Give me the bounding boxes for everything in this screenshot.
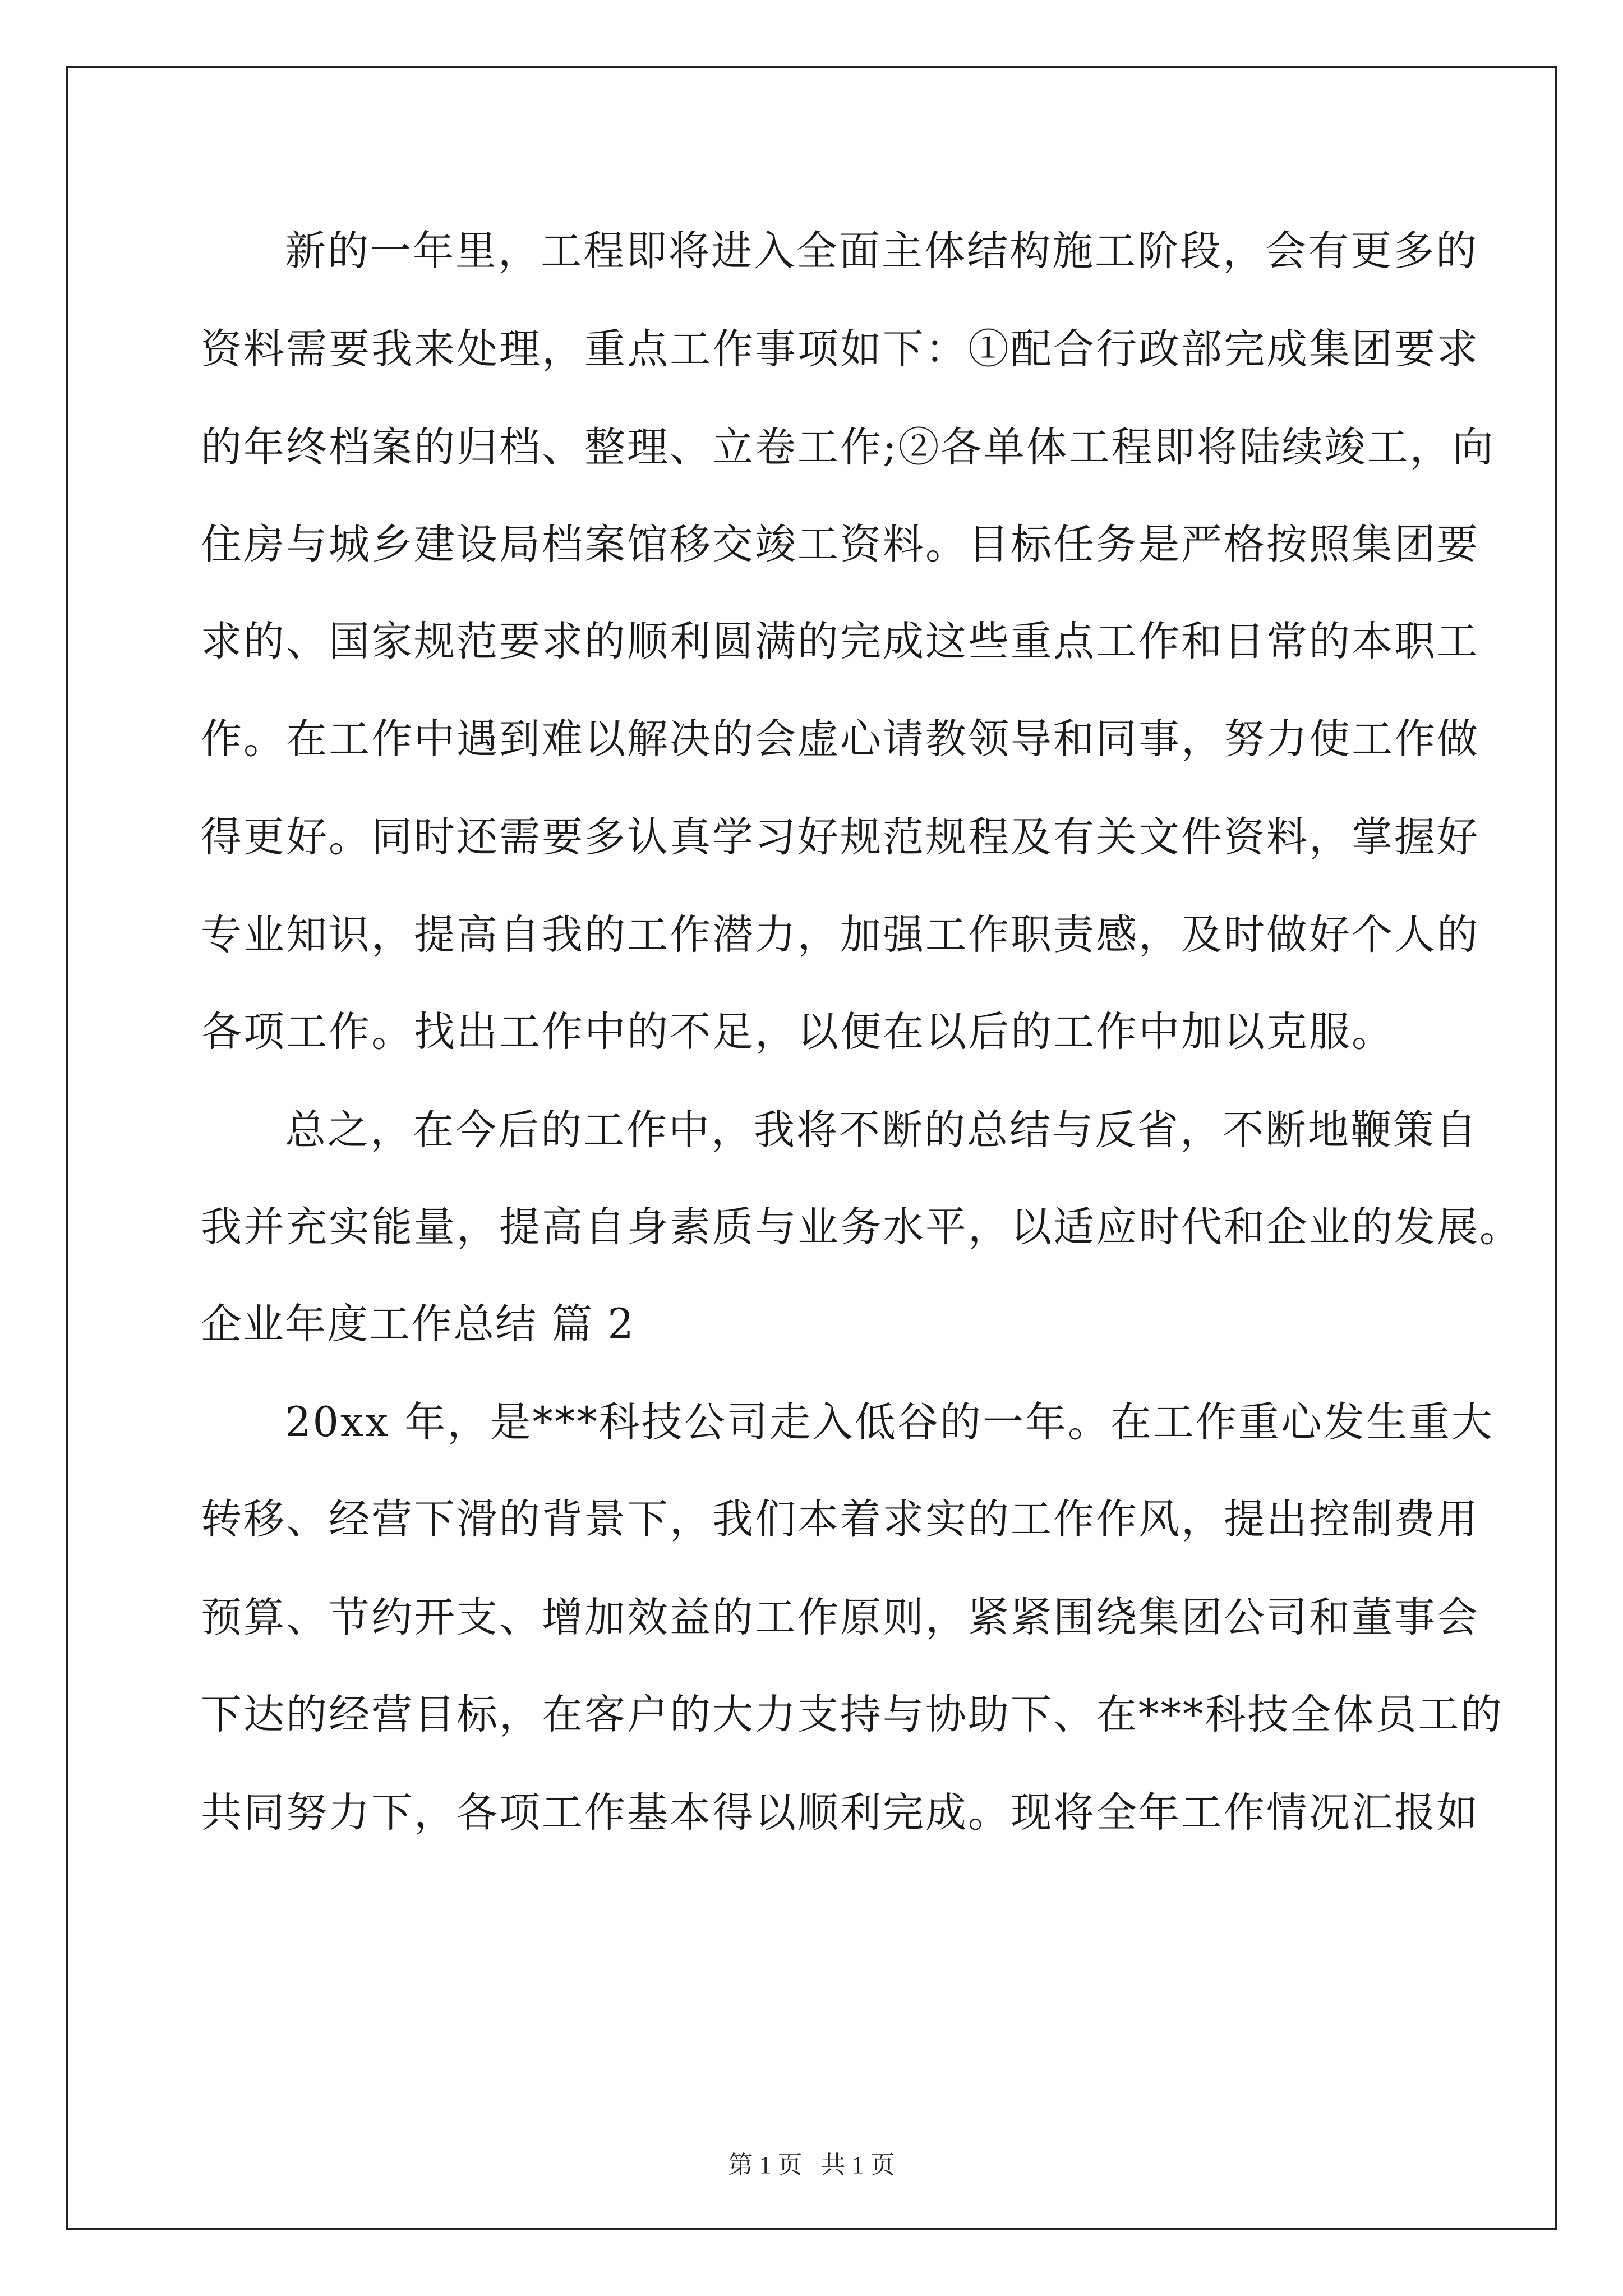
page-footer: 第 1 页 共 1 页 — [728, 2151, 895, 2179]
paragraph-3-line-1: 20xx 年，是***科技公司走入低谷的一年。在工作重心发生重大 — [285, 1398, 1494, 1446]
paragraph-1-line-6: 作。在工作中遇到难以解决的会虚心请教领导和同事，努力使工作做 — [201, 715, 1479, 763]
paragraph-1-line-2: 资料需要我来处理，重点工作事项如下：①配合行政部完成集团要求 — [201, 325, 1479, 373]
paragraph-1-line-4: 住房与城乡建设局档案馆移交竣工资料。目标任务是严格按照集团要 — [201, 521, 1479, 568]
section-heading: 企业年度工作总结 篇 2 — [201, 1300, 635, 1348]
paragraph-3-line-5: 共同努力下，各项工作基本得以顺利完成。现将全年工作情况汇报如 — [201, 1789, 1479, 1837]
paragraph-2-line-2: 我并充实能量，提高自身素质与业务水平，以适应时代和企业的发展。 — [201, 1203, 1522, 1251]
paragraph-1-line-3: 的年终档案的归档、整理、立卷工作;②各单体工程即将陆续竣工，向 — [201, 424, 1495, 471]
paragraph-1-line-1: 新的一年里，工程即将进入全面主体结构施工阶段，会有更多的 — [285, 227, 1478, 275]
paragraph-1-line-9: 各项工作。找出工作中的不足，以便在以后的工作中加以克服。 — [201, 1008, 1394, 1056]
paragraph-2-line-1: 总之，在今后的工作中，我将不断的总结与反省，不断地鞭策自 — [285, 1106, 1478, 1154]
paragraph-3-line-2: 转移、经营下滑的背景下，我们本着求实的工作作风，提出控制费用 — [201, 1496, 1479, 1543]
paragraph-1-line-5: 求的、国家规范要求的顺利圆满的完成这些重点工作和日常的本职工 — [201, 618, 1479, 665]
paragraph-1-line-7: 得更好。同时还需要多认真学习好规范规程及有关文件资料，掌握好 — [201, 813, 1479, 861]
paragraph-3-line-3: 预算、节约开支、增加效益的工作原则，紧紧围绕集团公司和董事会 — [201, 1594, 1479, 1641]
paragraph-3-line-4: 下达的经营目标，在客户的大力支持与协助下、在***科技全体员工的 — [201, 1691, 1504, 1738]
paragraph-1-line-8: 专业知识，提高自我的工作潜力，加强工作职责感，及时做好个人的 — [201, 911, 1479, 959]
